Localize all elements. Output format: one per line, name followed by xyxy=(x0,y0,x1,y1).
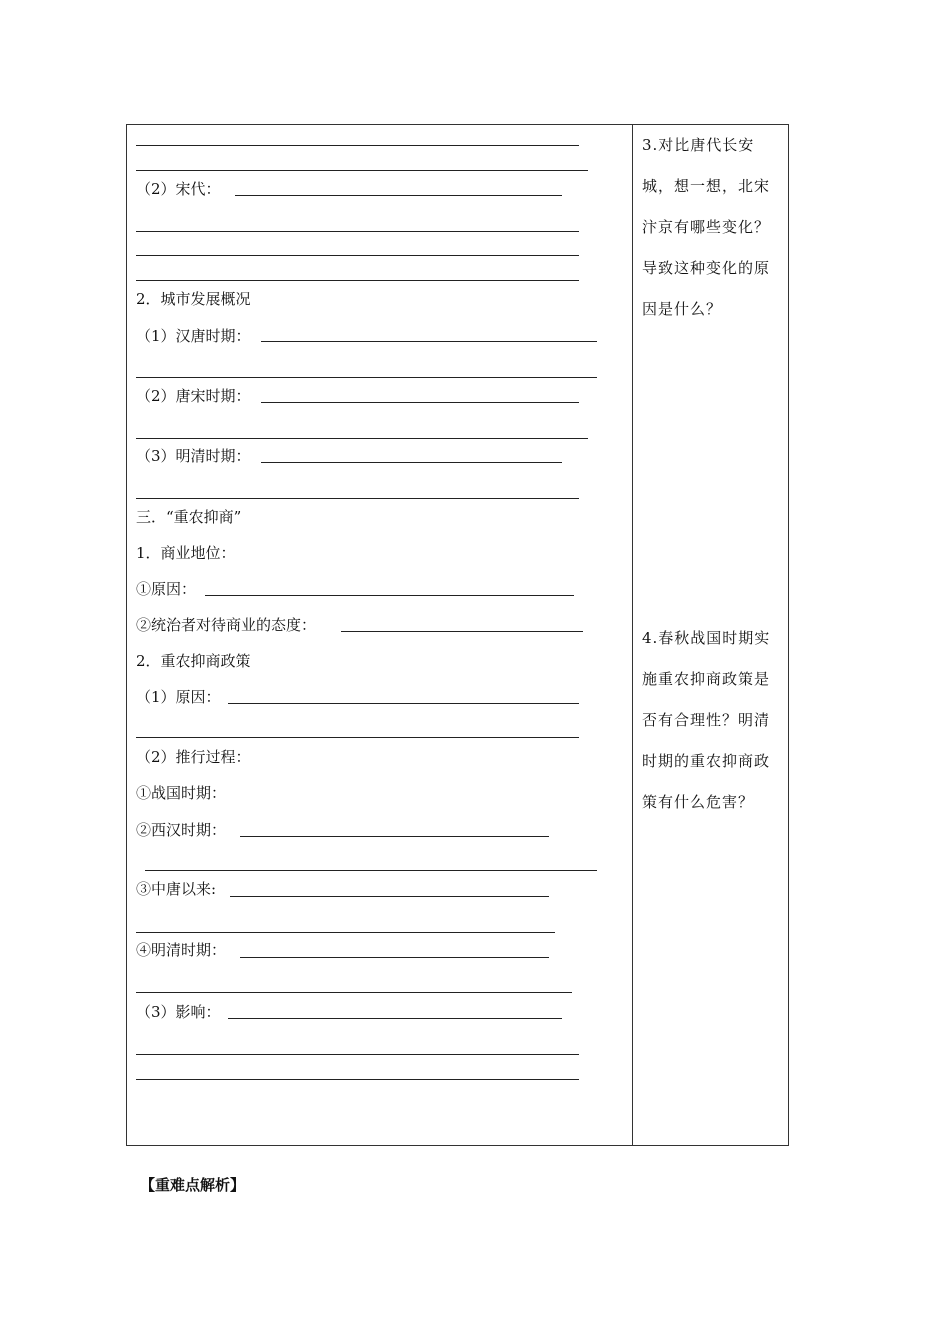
western-han-label: ②西汉时期： xyxy=(136,821,227,839)
answer-line xyxy=(136,1079,579,1080)
answer-line xyxy=(136,737,579,738)
answer-line xyxy=(230,896,549,897)
section-city-title: 2．城市发展概况 xyxy=(136,290,251,308)
tang-song-label: （2）唐宋时期： xyxy=(136,387,251,405)
impact-label: （3）影响： xyxy=(136,1003,221,1021)
answer-line xyxy=(136,932,555,933)
answer-line xyxy=(136,1054,579,1055)
answer-line xyxy=(136,498,579,499)
ming-qing-label: （3）明清时期： xyxy=(136,447,251,465)
answer-line xyxy=(136,255,579,256)
answer-line xyxy=(136,231,579,232)
question-4: 4.春秋战国时期实施重农抑商政策是否有合理性？明清时期的重农抑商政策有什么危害？ xyxy=(642,629,771,811)
answer-line xyxy=(228,703,579,704)
song-label: （2）宋代： xyxy=(136,180,221,198)
warring-states-label: ①战国时期： xyxy=(136,784,227,802)
answer-line xyxy=(240,836,549,837)
section-heading-key-points: 【重难点解析】 xyxy=(140,1176,246,1194)
answer-line xyxy=(136,992,572,993)
answer-line xyxy=(205,595,574,596)
answer-line xyxy=(136,170,588,171)
column-divider xyxy=(632,125,633,1145)
answer-line xyxy=(136,280,579,281)
answer-line xyxy=(261,462,562,463)
policy-reason-label: （1）原因： xyxy=(136,688,221,706)
process-label: （2）推行过程： xyxy=(136,748,251,766)
reason-label: ①原因： xyxy=(136,580,197,598)
section-policy-title: 三．“重农抑商” xyxy=(136,508,242,526)
business-status-label: 1．商业地位： xyxy=(136,544,236,562)
answer-line xyxy=(145,870,597,871)
answer-line xyxy=(341,631,583,632)
mid-tang-label: ③中唐以来: xyxy=(136,880,217,898)
answer-line xyxy=(261,341,597,342)
han-tang-label: （1）汉唐时期： xyxy=(136,327,251,345)
answer-line xyxy=(136,145,579,146)
worksheet-table xyxy=(126,124,789,1146)
answer-line xyxy=(261,402,579,403)
question-3: 3.对比唐代长安城，想一想，北宋汴京有哪些变化？导致这种变化的原因是什么？ xyxy=(642,136,771,318)
answer-line xyxy=(235,195,562,196)
ming-qing-period-label: ④明清时期： xyxy=(136,941,227,959)
ruler-attitude-label: ②统治者对待商业的态度： xyxy=(136,616,317,634)
answer-line xyxy=(136,438,588,439)
answer-line xyxy=(240,957,549,958)
answer-line xyxy=(136,377,597,378)
policy-title: 2．重农抑商政策 xyxy=(136,652,251,670)
answer-line xyxy=(228,1018,562,1019)
